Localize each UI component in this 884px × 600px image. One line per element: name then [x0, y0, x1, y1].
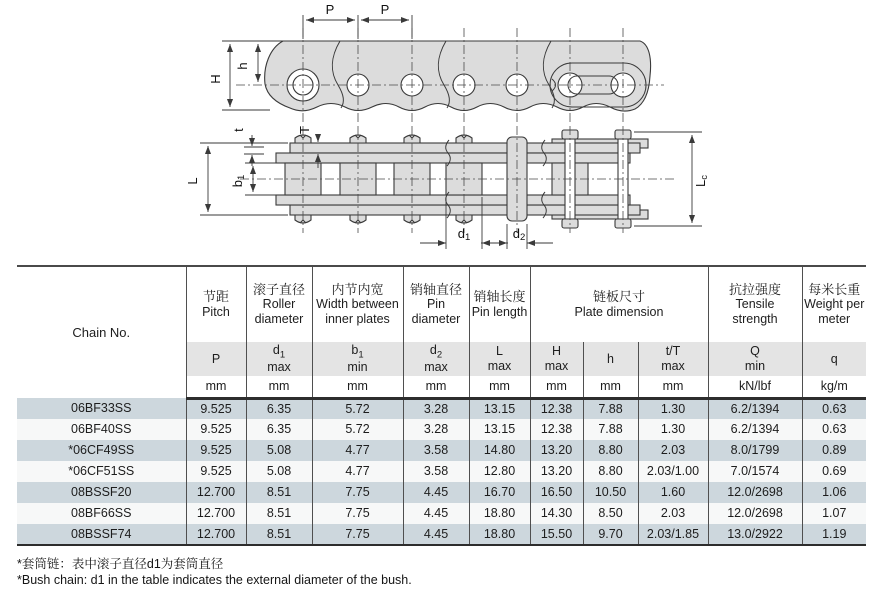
side-view — [208, 2, 664, 122]
data-cell: 12.700 — [186, 524, 246, 545]
dim-label-L: L — [185, 177, 200, 185]
data-cell: 5.72 — [312, 419, 403, 440]
data-cell: 7.75 — [312, 503, 403, 524]
data-cell: 18.80 — [469, 503, 530, 524]
data-cell: 15.50 — [530, 524, 583, 545]
data-cell: 6.35 — [246, 419, 312, 440]
col-roller: 滚子直径 Roller diameter — [246, 266, 312, 342]
data-cell: 7.88 — [583, 398, 638, 419]
data-cell: 6.35 — [246, 398, 312, 419]
col-width: 内节内宽 Width between inner plates — [312, 266, 403, 342]
unit-cell: mm — [530, 376, 583, 398]
data-cell: 1.30 — [638, 398, 708, 419]
data-cell: 9.525 — [186, 419, 246, 440]
data-cell: 12.38 — [530, 419, 583, 440]
table-row — [17, 440, 866, 461]
data-cell: 12.0/2698 — [708, 503, 802, 524]
data-cell: 1.06 — [802, 482, 866, 503]
data-cell: 4.77 — [312, 461, 403, 482]
unit-cell: mm — [312, 376, 403, 398]
symbol-cell: L max — [469, 342, 530, 376]
table-body — [17, 398, 866, 545]
chain-no-cell: 08BSSF74 — [17, 524, 186, 545]
data-cell: 9.525 — [186, 461, 246, 482]
col-plate-dimension: 链板尺寸 Plate dimension — [530, 266, 708, 342]
data-cell: 9.525 — [186, 398, 246, 419]
data-cell: 10.50 — [583, 482, 638, 503]
unit-cell: mm — [403, 376, 469, 398]
data-cell: 13.20 — [530, 440, 583, 461]
data-cell: 0.63 — [802, 419, 866, 440]
symbol-cell: P — [186, 342, 246, 376]
data-cell: 1.60 — [638, 482, 708, 503]
unit-cell: mm — [583, 376, 638, 398]
data-cell: 2.03 — [638, 503, 708, 524]
table-row — [17, 482, 866, 503]
dim-label-d1: d1 — [457, 226, 471, 243]
data-cell: 7.75 — [312, 482, 403, 503]
data-cell: 1.07 — [802, 503, 866, 524]
chain-technical-drawing — [0, 0, 884, 262]
data-cell: 13.15 — [469, 398, 530, 419]
data-cell: 3.28 — [403, 398, 469, 419]
data-cell: 0.69 — [802, 461, 866, 482]
data-cell: 13.0/2922 — [708, 524, 802, 545]
dim-label-Lc: Lc — [693, 175, 710, 187]
chain-spec-table — [17, 265, 866, 546]
col-pitch: 节距 Pitch — [186, 266, 246, 342]
data-cell: 14.30 — [530, 503, 583, 524]
data-cell: 4.45 — [403, 524, 469, 545]
symbol-cell: t/T max — [638, 342, 708, 376]
dim-label-t: t — [231, 128, 246, 132]
data-cell: 12.700 — [186, 503, 246, 524]
footnotes — [17, 556, 412, 588]
data-cell: 12.80 — [469, 461, 530, 482]
dim-label-pitch-1: P — [325, 2, 335, 17]
data-cell: 13.20 — [530, 461, 583, 482]
symbol-cell: $d_2$ max — [403, 342, 469, 376]
data-cell: 5.08 — [246, 461, 312, 482]
data-cell: 3.28 — [403, 419, 469, 440]
symbol-cell: $b_1$ min — [312, 342, 403, 376]
data-cell: 4.45 — [403, 482, 469, 503]
chain-no-cell: *06CF49SS — [17, 440, 186, 461]
col-weight: 每米长重 Weight per meter — [802, 266, 866, 342]
col-tensile-strength: 抗拉强度 Tensile strength — [708, 266, 802, 342]
plan-view — [185, 126, 710, 249]
dim-label-pitch-2: P — [380, 2, 390, 17]
data-cell: 4.77 — [312, 440, 403, 461]
dim-label-d2: d2 — [512, 226, 526, 243]
chain-no-cell: 06BF33SS — [17, 398, 186, 419]
data-cell: 3.58 — [403, 461, 469, 482]
dim-label-T: T — [297, 126, 312, 134]
data-cell: 2.03/1.00 — [638, 461, 708, 482]
unit-cell: kN/lbf — [708, 376, 802, 398]
data-cell: 8.80 — [583, 461, 638, 482]
symbol-cell: $d_1$ max — [246, 342, 312, 376]
data-cell: 6.2/1394 — [708, 419, 802, 440]
symbol-cell: Q min — [708, 342, 802, 376]
dim-label-H: H — [208, 74, 223, 84]
data-cell: 8.50 — [583, 503, 638, 524]
data-cell: 8.51 — [246, 524, 312, 545]
data-cell: 8.0/1799 — [708, 440, 802, 461]
unit-cell: kg/m — [802, 376, 866, 398]
unit-cell: mm — [186, 376, 246, 398]
data-cell: 5.08 — [246, 440, 312, 461]
table-row — [17, 524, 866, 545]
footnote-zh: *套筒链：表中滚子直径d1为套筒直径 — [17, 557, 224, 571]
data-cell: 8.51 — [246, 482, 312, 503]
data-cell: 12.0/2698 — [708, 482, 802, 503]
data-cell: 5.72 — [312, 398, 403, 419]
dim-label-h: h — [235, 62, 250, 70]
data-cell: 4.45 — [403, 503, 469, 524]
chain-no-cell: *06CF51SS — [17, 461, 186, 482]
symbol-cell: h — [583, 342, 638, 376]
table-row — [17, 503, 866, 524]
data-cell: 2.03/1.85 — [638, 524, 708, 545]
data-cell: 9.70 — [583, 524, 638, 545]
data-cell: 18.80 — [469, 524, 530, 545]
footnote-en: *Bush chain: d1 in the table indicates the external diameter of the bush. — [17, 573, 412, 587]
symbol-cell: q — [802, 342, 866, 376]
table-row — [17, 398, 866, 419]
data-cell: 14.80 — [469, 440, 530, 461]
table-row — [17, 461, 866, 482]
data-cell: 7.0/1574 — [708, 461, 802, 482]
data-cell: 12.700 — [186, 482, 246, 503]
data-cell: 3.58 — [403, 440, 469, 461]
data-cell: 0.63 — [802, 398, 866, 419]
table-row — [17, 419, 866, 440]
chain-no-cell: 08BF66SS — [17, 503, 186, 524]
data-cell: 13.15 — [469, 419, 530, 440]
data-cell: 12.38 — [530, 398, 583, 419]
chain-no-cell: 06BF40SS — [17, 419, 186, 440]
data-cell: 1.30 — [638, 419, 708, 440]
data-cell: 8.51 — [246, 503, 312, 524]
chain-diagram-svg — [0, 0, 884, 262]
data-cell: 0.89 — [802, 440, 866, 461]
data-cell: 1.19 — [802, 524, 866, 545]
chain-no-header: Chain No. — [72, 324, 131, 340]
data-cell: 16.50 — [530, 482, 583, 503]
header-name-row — [17, 266, 866, 342]
data-cell: 2.03 — [638, 440, 708, 461]
spec-table-section — [17, 265, 866, 546]
symbol-cell: H max — [530, 342, 583, 376]
chain-no-cell: 08BSSF20 — [17, 482, 186, 503]
col-pin-diameter: 销轴直径 Pin diameter — [403, 266, 469, 342]
unit-cell: mm — [246, 376, 312, 398]
col-pin-length: 销轴长度 Pin length — [469, 266, 530, 342]
dim-label-b1: b1 — [230, 174, 247, 188]
data-cell: 7.88 — [583, 419, 638, 440]
unit-cell: mm — [469, 376, 530, 398]
data-cell: 6.2/1394 — [708, 398, 802, 419]
data-cell: 7.75 — [312, 524, 403, 545]
data-cell: 9.525 — [186, 440, 246, 461]
data-cell: 16.70 — [469, 482, 530, 503]
data-cell: 8.80 — [583, 440, 638, 461]
unit-cell: mm — [638, 376, 708, 398]
